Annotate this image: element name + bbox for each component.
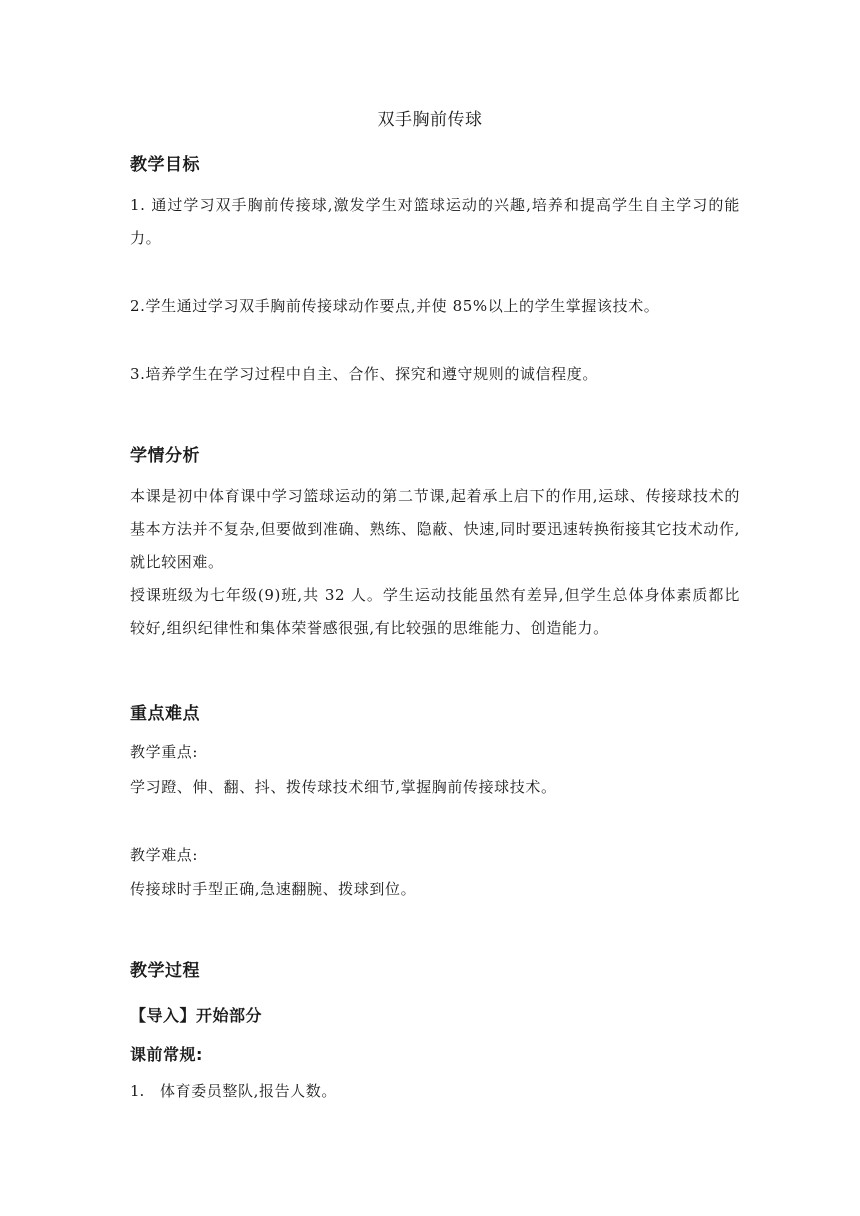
routine-item-number: 1. [130,1082,145,1100]
goal-item-1: 1. 通过学习双手胸前传接球,激发学生对篮球运动的兴趣,培养和提高学生自主学习的能力。 [130,196,740,247]
section-heading-analysis: 学情分析 [130,446,200,466]
routine-label: 课前常规: [130,1045,203,1064]
section-heading-key-points: 重点难点 [130,704,200,724]
difficulty-label: 教学难点: [130,846,199,864]
routine-item-text: 体育委员整队,报告人数。 [160,1082,337,1100]
goal-item-2: 2.学生通过学习双手胸前传接球动作要点,并使 85%以上的学生掌握该技术。 [130,297,660,315]
goal-item-3: 3.培养学生在学习过程中自主、合作、探究和遵守规则的诚信程度。 [130,365,598,383]
focus-label: 教学重点: [130,743,199,761]
analysis-paragraph-1: 本课是初中体育课中学习篮球运动的第二节课,起着承上启下的作用,运球、传接球技术的基本方法并不复杂,但要做到准确、熟练、隐蔽、快速,同时要迅速转换衔接其它技术动作,就比较困难。 [130,487,740,571]
section-heading-process: 教学过程 [130,961,200,981]
analysis-paragraph-2: 授课班级为七年级(9)班,共 32 人。学生运动技能虽然有差异,但学生总体身体素质都比较好,组织纪律性和集体荣誉感很强,有比较强的思维能力、创造能力。 [130,586,740,637]
difficulty-text: 传接球时手型正确,急速翻腕、拨球到位。 [130,880,417,898]
document-title: 双手胸前传球 [377,110,483,130]
focus-text: 学习蹬、伸、翻、抖、拨传球技术细节,掌握胸前传接球技术。 [130,778,557,796]
process-subheading: 【导入】开始部分 [130,1006,263,1025]
section-heading-goals: 教学目标 [130,155,200,175]
